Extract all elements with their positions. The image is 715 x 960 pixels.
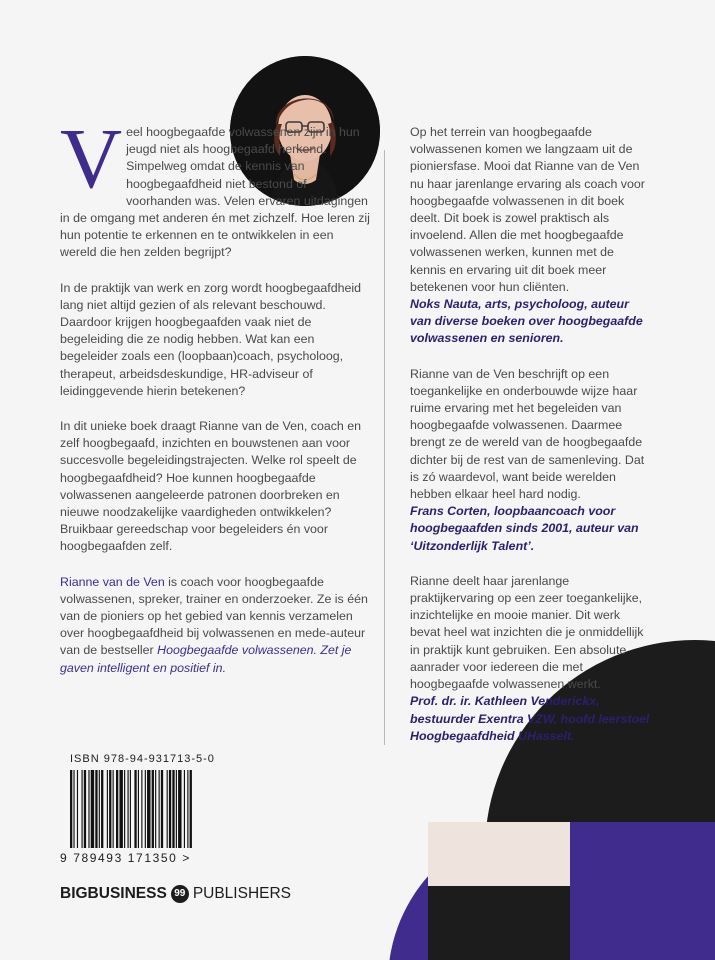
endorsement-text: Rianne van de Ven beschrijft op een toegankelijke en onderbouwde wijze haar ruime ervaring met het begeleiden van hoogbegaafde volwassenen. Daarmee brengt ze de wereld van de hoogbegaafde dichter bij de rest van de samenleving. Dat is zó waardevol, want beide werelden hebben elkaar heel hard nodig. [410,366,645,502]
barcode-bar [107,770,108,848]
barcode-bar [147,770,150,848]
barcode-bar [141,770,142,848]
barcode-bar [84,770,86,848]
barcode-bar [176,770,177,848]
barcode-bar [167,770,168,848]
bestseller-title: Hoogbegaafde volwassenen. Zet je gaven intelligent en positief in. [60,643,352,675]
barcode-bar [187,770,188,848]
barcode-bar [82,770,83,848]
drop-cap: V [60,110,123,206]
barcode-bar [152,770,154,848]
endorsement-attribution: Frans Corten, loopbaancoach voor hoogbegaafden sinds 2001, auteur van ‘Uitzonderlijk Talent’. [410,504,639,553]
author-bio [60,574,370,677]
barcode-bar [184,770,185,848]
endorsement-2 [410,366,650,555]
barcode-bar [161,770,163,848]
endorsement-text: Rianne deelt haar jarenlange praktijkervaring op een zeer toegankelijke, inzichtelijke en mooie manier. Dit werk bevat heel wat inzichten die je onmiddellijk in praktijk kunt gebruiken. Een absolute aanrader voor iedereen die met hoogbegaafde volwassenen werkt. [410,573,644,692]
barcode-bar [77,770,78,848]
intro-paragraph [60,110,370,262]
barcode-bar [113,770,114,848]
column-divider [384,150,385,745]
isbn-label: ISBN 978-94-931713-5-0 [70,753,215,765]
description-column [60,110,370,695]
barcode-bar [172,770,174,848]
barcode-bar [88,770,89,848]
endorsement-attribution: Prof. dr. ir. Kathleen Venderickx, bestuurder Exentra VZW, hoofd leerstoel Hoogbegaafdheid UHasselt. [410,694,650,743]
endorsement-1 [410,124,650,348]
barcode-bar [155,770,156,848]
barcode-bar [70,770,72,848]
endorsements-column [410,124,650,763]
endorsement-3 [410,573,650,745]
barcode-bar [73,770,74,848]
barcode-bar [190,770,192,848]
barcode-bar [138,770,139,848]
endorsement-attribution: Noks Nauta, arts, psycholoog, auteur van diverse boeken over hoogbegaafde volwassenen en senioren. [410,297,643,346]
barcode-bar [91,770,94,848]
barcode-bar [145,770,146,848]
barcode-icon [70,770,252,848]
author-name: Rianne van de Ven [60,574,165,589]
barcode-bar [99,770,100,848]
practice-paragraph: In de praktijk van werk en zorg wordt hoogbegaafdheid lang niet altijd gezien of als relevant beschouwd. Daardoor krijgen hoogbegaafden vaak niet de begeleiding die ze nodig hebben. Wat kan een begeleider zoals een (loopbaan)coach, psycholoog, therapeut, arbeidsdeskundige, HR-adviseur of leidinggevende hierin betekenen? [60,280,362,398]
barcode-bar [178,770,181,848]
barcode-bar [128,770,129,848]
barcode-digits: 9 789493 171350 > [60,851,191,865]
barcode-bar [124,770,125,848]
publisher-logo [60,883,291,905]
barcode-bar [134,770,136,848]
decorative-black-square [428,886,570,960]
publisher-name: PUBLISHERS [192,885,292,902]
barcode-bar [109,770,111,848]
barcode-bar [119,770,122,848]
publisher-name-bold: BIGBUSINESS [60,885,167,902]
author-bio-text: is coach voor hoogbegaafde volwassenen, spreker, trainer en onderzoeker. Ze is één van de pioniers op het gebied van kennis verzamelen over hoogbegaafdheid bij volwassenen en mede-auteur van de bestseller [60,574,368,658]
book-paragraph: In dit unieke boek draagt Rianne van de Ven, coach en zelf hoogbegaafd, inzichten en bouwstenen aan voor succesvolle begeleidingstrajecten. Welke rol speelt de hoogbegaafdheid? Hoe kunnen hoogbegaafde volwassenen aangeleerde patronen doorbreken en nieuwe noodzakelijke vaardigheden ontwikkelen? Bruikbaar gereedschap voor begeleiders én voor hoogbegaafden zelf. [60,419,362,554]
intro-text: eel hoogbegaafde volwassenen zijn in hun jeugd niet als hoogbegaafd herkend. Simpelweg omdat de kennis van hoogbegaafdheid niet bestond of voorhanden was. Velen [126,125,360,208]
quote-mark-icon [171,885,189,903]
barcode-bar [130,770,131,848]
intro-text-continued: ervaren uitdagingen in de omgang met anderen én met zichzelf. Hoe leren zij hun potentie te erkennen en te ontwikkelen in een wereld die hen zelden begrijpt? [60,193,370,260]
barcode-bar [116,770,118,848]
barcode-bar [101,770,103,848]
endorsement-text: Op het terrein van hoogbegaafde volwassenen komen we langzaam uit de pioniersfase. Mooi dat Rianne van de Ven nu haar jarenlange ervaring als coach voor hoogbegaafde volwassenen in dit boek deelt. Dit boek is zowel praktisch als invoelend. Allen die met hoogbegaafde volwassenen werken, kunnen met de kennis en ervaring uit dit boek meer betekenen voor hun cliënten. [410,125,645,294]
barcode-bar [95,770,97,848]
barcode-bar [159,770,160,848]
barcode-bar [169,770,171,848]
